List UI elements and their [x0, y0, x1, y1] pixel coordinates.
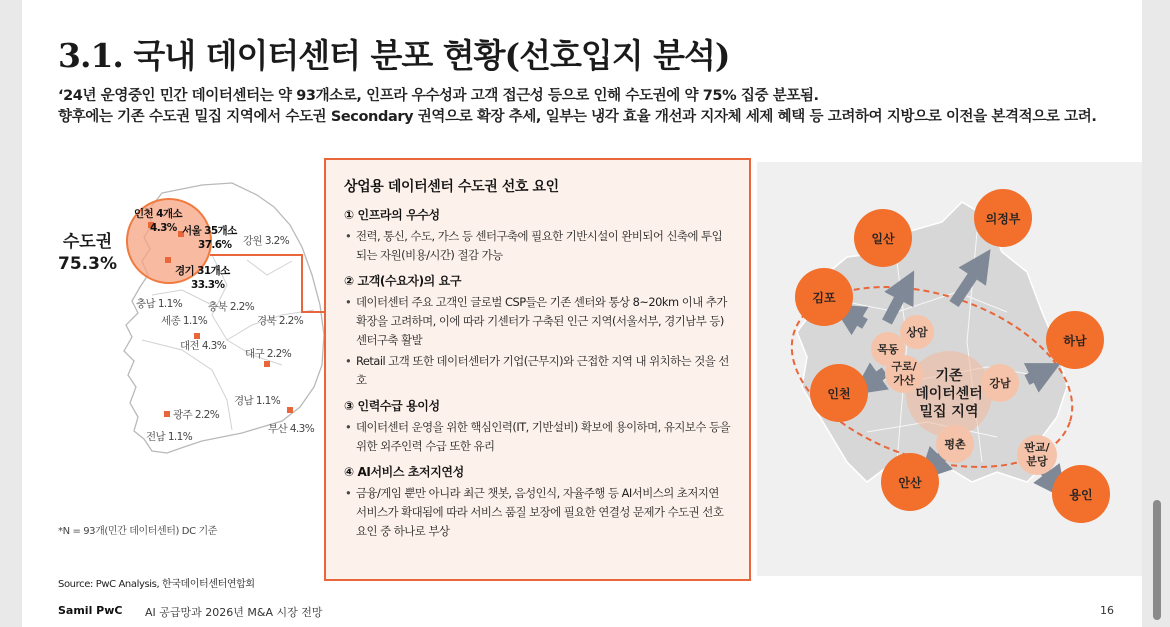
- sejong-label: 세종 1.1%: [161, 315, 208, 327]
- jeonnam-label: 전남 1.1%: [146, 431, 193, 443]
- intro-line-1: ‘24년 운영중인 민간 데이터센터는 약 93개소로, 인프라 우수성과 고객 접근성 등으로 인해 수도권에 약 75% 집중 분포됨.: [58, 88, 819, 104]
- metro-pct: 75.3%: [58, 254, 117, 274]
- factor-bullets: [344, 227, 731, 265]
- factor-title: ④ AI서비스 초저지연성: [344, 465, 464, 479]
- incheon-label: 인천: [827, 387, 851, 401]
- footer-text: AI 공급망과 2026년 M&A 시장 전망: [145, 606, 323, 619]
- source-note: Source: PwC Analysis, 한국데이터센터연합회: [58, 579, 255, 590]
- factor-ai-latency: [344, 463, 731, 541]
- factor-customer-demand: [344, 272, 731, 390]
- page-number: 16: [1100, 604, 1114, 617]
- chungnam-label: 충남 1.1%: [136, 298, 183, 310]
- daegu-label: 대구 2.2%: [245, 348, 292, 360]
- gyeonggi-label: 경기 31개소: [175, 265, 230, 277]
- intro-line-2: 향후에는 기존 수도권 밀집 지역에서 수도권 Secondary 권역으로 확장 추세, 일부는 냉각 효율 개선과 지자체 세제 혜택 등 고려하여 지방으로 이전을 본격적으로 고려.: [58, 109, 1097, 125]
- footer-brand: Samil PwC: [58, 604, 123, 617]
- region-diagram-svg: [757, 162, 1142, 576]
- seoul-label: 서울 35개소: [182, 225, 237, 237]
- busan-label: 부산 4.3%: [268, 423, 315, 435]
- gyeonggi-marker: [165, 257, 171, 263]
- factor-title: ② 고객(수요자)의 요구: [344, 274, 462, 288]
- region-diagram: [757, 162, 1142, 576]
- gwangju-label: 광주 2.2%: [173, 409, 220, 421]
- factors-box: [324, 158, 751, 581]
- factor-bullets: [344, 418, 731, 456]
- hanam-label: 하남: [1063, 334, 1087, 348]
- uijeongbu-label: 의정부: [985, 212, 1021, 226]
- gyeongnam-label: 경남 1.1%: [234, 395, 281, 407]
- page: [22, 0, 1142, 627]
- factor-bullets: [344, 293, 731, 390]
- intro-text: [58, 86, 1113, 128]
- footnote: *N = 93개(민간 데이터센터) DC 기준: [58, 526, 217, 537]
- chungbuk-label: 충북 2.2%: [208, 301, 255, 313]
- daejeon-label: 대전 4.3%: [180, 340, 227, 352]
- factor-workforce: [344, 397, 731, 456]
- center-label-line3: 밀집 지역: [919, 404, 979, 420]
- guro-label-line1: 구로/: [891, 360, 917, 373]
- scrollbar-thumb[interactable]: [1153, 500, 1161, 620]
- gyeongbuk-label: 경북 2.2%: [257, 315, 304, 327]
- pangyo-label-line2: 분당: [1026, 455, 1048, 468]
- daegu-marker: [264, 361, 270, 367]
- mokdong-label: 목동: [877, 343, 899, 356]
- pangyo-label-line1: 판교/: [1024, 441, 1050, 454]
- factor-infrastructure: [344, 206, 731, 265]
- gyeonggi-pct: 33.3%: [191, 279, 225, 291]
- gangwon-label: 강원 3.2%: [243, 235, 290, 247]
- metro-label: [58, 231, 117, 275]
- page-title: 3.1. 국내 데이터센터 분포 현황(선호입지 분석): [58, 36, 730, 75]
- pyeongchon-label: 평촌: [944, 438, 966, 451]
- ilsan-label: 일산: [871, 232, 895, 246]
- gangnam-label: 강남: [989, 377, 1011, 390]
- seoul-pct: 37.6%: [198, 239, 232, 251]
- sangam-label: 상암: [906, 326, 928, 339]
- factor-bullet: • 금융/게임 뿐만 아니라 최근 챗봇, 음성인식, 자율주행 등 AI서비스의 초저지연 서비스가 확대됨에 따라 서비스 품질 보장에 필요한 연결성 문제가 수도권 선호요인 중 하나로 부상: [356, 484, 731, 541]
- factor-bullet: • 데이터센터 운영을 위한 핵심인력(IT, 기반설비) 확보에 용이하며, 유지보수 등을 위한 외주인력 수급 또한 유리: [356, 418, 731, 456]
- factor-bullet: • 전력, 통신, 수도, 가스 등 센터구축에 필요한 기반시설이 완비되어 신축에 투입되는 자원(비용/시간) 절감 가능: [356, 227, 731, 265]
- incheon-pct: 4.3%: [150, 222, 177, 234]
- busan-marker: [287, 407, 293, 413]
- incheon-label: 인천 4개소: [134, 208, 182, 220]
- guro-label-line2: 가산: [893, 374, 915, 387]
- factors-heading: 상업용 데이터센터 수도권 선호 요인: [344, 179, 559, 195]
- center-label-line1: 기존: [935, 368, 963, 384]
- yongin-label: 용인: [1069, 488, 1093, 502]
- factor-title: ① 인프라의 우수성: [344, 208, 440, 222]
- gimpo-label: 김포: [812, 291, 836, 305]
- center-label-line2: 데이터센터: [915, 386, 983, 402]
- factor-bullet: • 데이터센터 주요 고객인 글로벌 CSP들은 기존 센터와 통상 8~20km 이내 추가확장을 고려하며, 이에 따라 기센터가 구축된 인근 지역(서울서부, 경기남부 등) 센터구축 활발: [356, 293, 731, 350]
- factor-title: ③ 인력수급 용이성: [344, 399, 440, 413]
- metro-name: 수도권: [62, 232, 113, 252]
- korea-map: [52, 165, 332, 465]
- factor-bullets: [344, 484, 731, 541]
- factor-bullet: • Retail 고객 또한 데이터센터가 기업(근무지)와 근접한 지역 내 위치하는 것을 선호: [356, 352, 731, 390]
- ansan-label: 안산: [898, 476, 922, 490]
- gwangju-marker: [164, 411, 170, 417]
